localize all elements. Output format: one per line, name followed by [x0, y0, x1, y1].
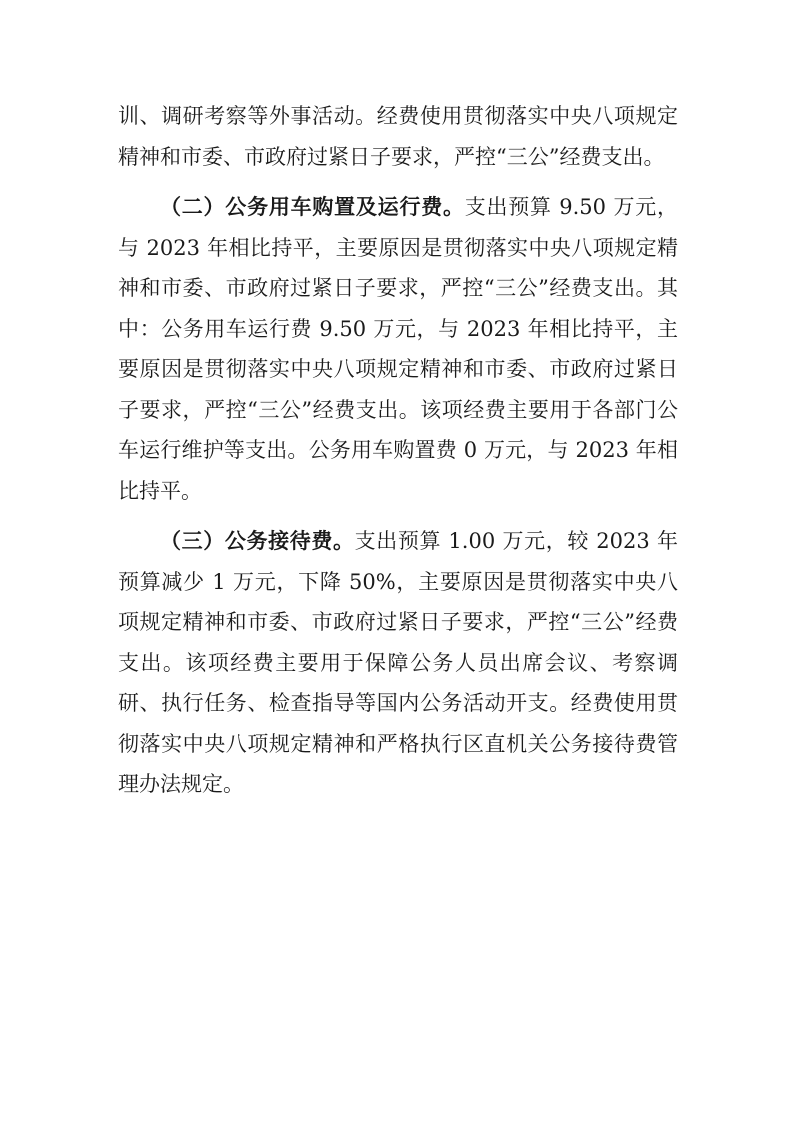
- section-heading-reception: （三）公务接待费。: [160, 529, 355, 553]
- paragraph-text: 支出预算 1.00 万元，较 2023 年预算减少 1 万元，下降 50%，主要原因是贯彻落实中央八项规定精神和市委、市政府过紧日子要求，严控“三公”经费支出。该项经费主要用于保障公务人员出席会议、考察调研、执行任务、检查指导等国内公务活动开支。经费使用贯彻落实中央八项规定精神和严格执行区直机关公务接待费管理办法规定。: [118, 529, 679, 796]
- paragraph-reception-expenses: [118, 521, 678, 805]
- section-heading-vehicle: （二）公务用车购置及运行费。: [160, 195, 465, 219]
- paragraph-continuation: [118, 96, 678, 177]
- paragraph-text: 支出预算 9.50 万元，与 2023 年相比持平，主要原因是贯彻落实中央八项规定精神和市委、市政府过紧日子要求，严控“三公”经费支出。其中：公务用车运行费 9.50 万元，与 2023 年相比持平，主要原因是贯彻落实中央八项规定精神和市委、市政府过紧日子要求，严控“三公”经费支出。该项经费主要用于各部门公车运行维护等支出。公务用车购置费 0 万元，与 2023 年相比持平。: [118, 195, 678, 503]
- document-page: [118, 96, 678, 805]
- paragraph-vehicle-expenses: [118, 187, 678, 511]
- paragraph-text: 训、调研考察等外事活动。经费使用贯彻落实中央八项规定精神和市委、市政府过紧日子要求，严控“三公”经费支出。: [118, 104, 678, 169]
